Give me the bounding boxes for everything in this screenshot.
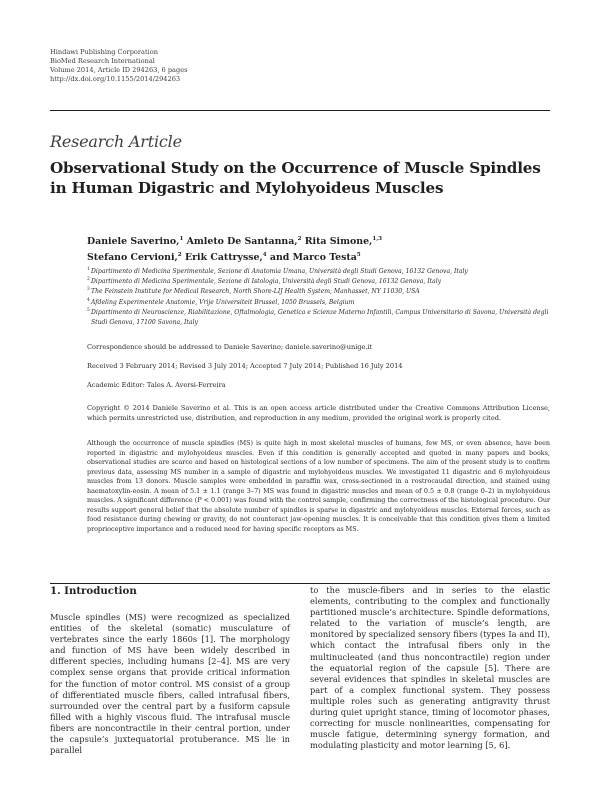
doi-link[interactable]: http://dx.doi.org/10.1155/2014/294263 (50, 75, 181, 83)
body-column-right: to the muscle-fibers and in series to the elastic elements, contributing to the complex and functionally partitioned muscle’s architecture. Spindle deformations, related to the variation of muscle’s length, are monitored by specialized sensory fibers (types Ia and II), which contact the intrafusal fibers only in the multinucleated (and thus noncontractile) region under the equatorial region of the capsule [5]. There are several evidences that spindles in skeletal muscles are part of a complex functional system. They possess multiple roles such as generating antigravity thrust during quiet upright stance, timing of locomotor phases, correcting for muscle nonlinearities, compensating for muscle fatigue, determining synergy formation, and modulating plasticity and motor learning [5, 6]. (310, 585, 550, 751)
affiliation: 5 Dipartimento di Neuroscienze, Riabilitazione, Oftalmologia, Genetica e Scienze Materno Infantili, Campus Universitario di Savona, Università degli Studi Genova, 17100 Savona, Italy (87, 307, 549, 327)
publisher: Hindawi Publishing Corporation (50, 48, 158, 56)
correspondence-note: Correspondence should be addressed to Daniele Saverino; daniele.saverino@unige.it (87, 343, 373, 351)
affiliation: 4 Afdeling Experimentele Anatomie, Vrije Universiteit Brussel, 1050 Brussels, Belgium (87, 297, 355, 306)
author: Stefano Cervioni,$^2$ (87, 251, 182, 263)
affiliation: 3 The Feinstein Institute for Medical Research, North Shore-LIJ Health System, Manhasset, NY 11030, USA (87, 287, 420, 296)
header-rule (50, 110, 550, 111)
author: Amleto De Santanna,$^2$ (186, 236, 302, 248)
section-rule (50, 583, 550, 584)
article-title: Observational Study on the Occurrence of Muscle Spindles in Human Digastric and Mylohyoideus Muscles (50, 159, 541, 197)
affiliation: 2 Dipartimento di Medicina Sperimentale, Sezione di Istologia, Università degli Studi Genova, 16132 Genova, Italy (87, 277, 442, 286)
abstract: Although the occurrence of muscle spindles (MS) is quite high in most skeletal muscles of humans, few MS, or even absence, have been reported in digastric and mylohyoideus muscles. Even if this condition is generally accepted and quoted in many papers and books, observational studies are scarce and based on histological sections of a low number of specimens. The aim of the present study is to confirm previous data, assessing MS number in a sample of digastric and mylohyoideus muscles. We investigated 11 digastric and 6 mylohyoideus muscles from 13 donors. Muscle samples were embedded in paraffin wax, cross-sectioned in a rostrocaudal direction, and stained using haematoxylin-eosin. A mean of 5.1 ± 1.1 (range 3–7) MS was found in digastric muscles and mean of 0.5 ± 0.8 (range 0–2) in mylohyoideus muscles. A significant difference (P < 0.001) was found with the control sample, confirming the correctness of the histological procedure. Our results support general belief that the absolute number of spindles is sparse in digastric and mylohyoideus muscles. External forces, such as food resistance during chewing or gravity, do not counteract jaw-opening muscles. It is conceivable that this condition gives them a limited proprioceptive importance and a reduced need for having specific receptors as MS. (87, 439, 550, 533)
author: Daniele Saverino,$^1$ (87, 236, 184, 248)
author-list (87, 233, 507, 264)
author: and Marco Testa$^5$ (269, 251, 361, 263)
author: Rita Simone,$^{1,3}$ (304, 236, 383, 248)
body-column-left: Muscle spindles (MS) were recognized as specialized entities of the skeletal (somatic) musculature of vertebrates since the early 1860s [1]. The morphology and function of MS have been widely described in different species, including humans [2–4]. MS are very complex sense organs that provide critical information for the function of motor control. MS consist of a group of differentiated muscle fibers, called intrafusal fibers, surrounded over the central part by a fusiform capsule filled with a highly viscous fluid. The intrafusal muscle fibers are noncontractile in their central portion, under the capsule’s juxtequatorial protuberance. MS lie in parallel (50, 612, 290, 756)
journal-header (50, 48, 187, 84)
affiliation: 1 Dipartimento di Medicina Sperimentale, Sezione di Anatomia Umana, Università degli Studi Genova, 16132 Genova, Italy (87, 267, 468, 275)
volume-info: Volume 2014, Article ID 294263, 6 pages (50, 66, 188, 74)
academic-editor: Academic Editor: Tales A. Aversi-Ferreira (87, 381, 226, 389)
article-type: Research Article (50, 132, 182, 151)
copyright-notice: Copyright © 2014 Daniele Saverino et al. This is an open access article distributed under the Creative Commons Attribution License, which permits unrestricted use, distribution, and reproduction in any medium, provided the original work is properly cited. (87, 404, 550, 422)
journal-name: BioMed Research International (50, 57, 155, 65)
publication-dates: Received 3 February 2014; Revised 3 July 2014; Accepted 7 July 2014; Published 16 July 2014 (87, 362, 403, 370)
section-heading: 1. Introduction (50, 585, 137, 597)
affiliation-list (87, 267, 550, 328)
author: Erik Cattrysse,$^4$ (184, 251, 267, 263)
